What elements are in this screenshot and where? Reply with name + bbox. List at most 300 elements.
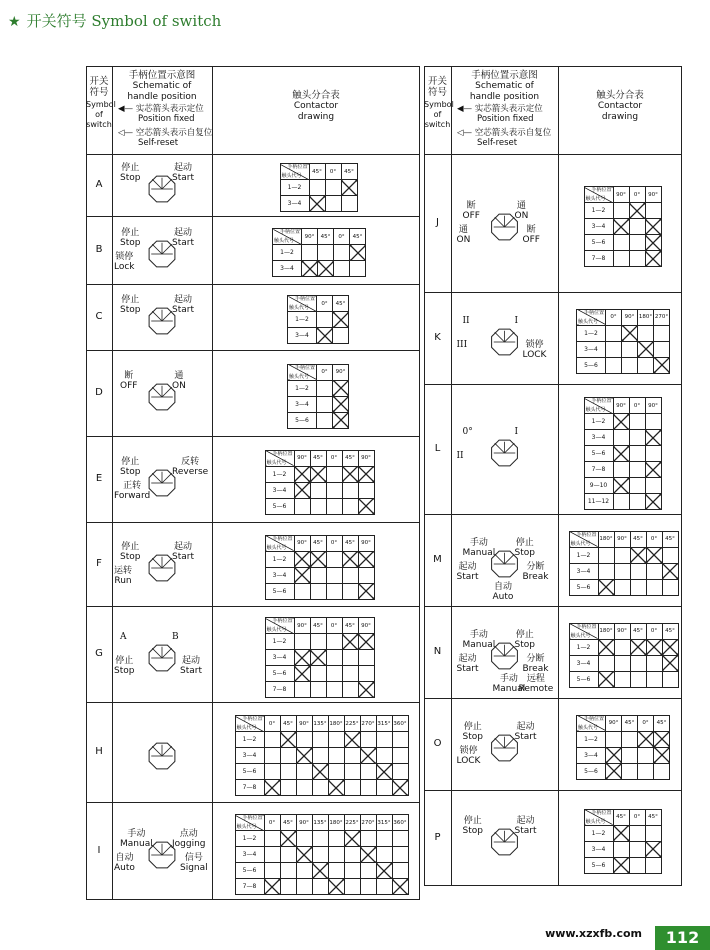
contact-pair-label: 3—4 [577, 747, 606, 763]
contact-open-cell [296, 879, 312, 895]
contact-closed-cell [333, 380, 349, 396]
handle-label-en: Break [522, 664, 549, 674]
contactor-corner [273, 229, 302, 245]
contactor-row [265, 482, 374, 498]
contact-open-cell [613, 841, 629, 857]
contactor-table [272, 228, 366, 277]
angle-header: 90° [294, 535, 310, 551]
handle-arrow [152, 387, 162, 397]
handle-label [463, 816, 483, 836]
contact-closed-cell [392, 780, 408, 796]
handle-label-en: OFF [120, 381, 138, 391]
angle-header: 0° [325, 164, 341, 180]
handle-label-en: Start [172, 552, 194, 562]
handle-label-en: Manual [462, 548, 496, 558]
fixed-arrow-note [457, 104, 543, 114]
contact-open-cell [606, 325, 622, 341]
contact-closed-cell [598, 639, 614, 655]
handle-arrow [505, 646, 515, 656]
handle-label [120, 295, 140, 315]
contact-closed-cell [645, 235, 661, 251]
handle-label [120, 228, 140, 248]
handle-label-cn: 自动 [115, 853, 134, 863]
handle-label [180, 656, 202, 676]
handle-label-cn: 停止 [121, 163, 140, 173]
angle-header: 0° [646, 531, 662, 547]
switch-row-b [86, 216, 420, 284]
contact-closed-cell [645, 251, 661, 267]
contactor-table [235, 715, 409, 796]
contact-open-cell [280, 764, 296, 780]
contact-closed-cell [333, 312, 349, 328]
switch-row-m [424, 514, 682, 606]
switch-letter: J [436, 217, 439, 228]
switch-letter: H [95, 746, 103, 757]
contact-pair-label: 1—2 [577, 731, 606, 747]
contact-open-cell [294, 682, 310, 698]
handle-label-cn: 停止 [463, 816, 482, 826]
contactor-corner [235, 716, 264, 732]
contact-pair-label: 5—6 [288, 412, 317, 428]
contact-pair-label: 3—4 [288, 328, 317, 344]
handle-label [457, 451, 464, 461]
contact-pair-label: 11—12 [584, 494, 613, 510]
contact-closed-cell [358, 551, 374, 567]
contact-pair-label: 5—6 [235, 863, 264, 879]
angle-header: 45° [318, 229, 334, 245]
angle-header: 45° [350, 229, 366, 245]
handle-arrow [505, 554, 515, 564]
contact-open-cell [333, 328, 349, 344]
handle-label-cn: 停止 [121, 295, 140, 305]
contact-open-cell [344, 863, 360, 879]
contact-closed-cell [358, 466, 374, 482]
solid-arrow-icon: ◀— [457, 104, 475, 114]
switch-row-l [424, 384, 682, 514]
angle-header: 45° [662, 623, 678, 639]
handle-label-cn: III [456, 340, 468, 350]
handle-header-cn: 手柄位置示意图 [128, 70, 196, 81]
handle-label-cn: 停止 [121, 542, 140, 552]
contact-open-cell [342, 567, 358, 583]
contact-open-cell [629, 235, 645, 251]
switch-row-n [424, 606, 682, 698]
contact-closed-cell [328, 879, 344, 895]
switch-letter: C [95, 311, 103, 322]
angle-header: 0° [326, 535, 342, 551]
corner-contact-label: 触头代号 [274, 238, 295, 244]
contactor-table [265, 617, 375, 698]
contact-open-cell [629, 219, 645, 235]
handle-diagram [112, 350, 212, 436]
handle-label-en: Jogging [172, 839, 206, 849]
contactor-corner [584, 398, 613, 414]
symbol-header-cn: 开关 符号 [89, 76, 109, 98]
contact-open-cell [294, 498, 310, 514]
contact-open-cell [638, 763, 654, 779]
handle-label-cn: 停止 [515, 630, 534, 640]
angle-header: 0° [629, 187, 645, 203]
contact-open-cell [264, 831, 280, 847]
handle-arrow [162, 558, 172, 568]
contact-header-cn: 触头分合表 [596, 90, 644, 101]
contact-open-cell [326, 666, 342, 682]
contact-open-cell [326, 567, 342, 583]
reset-arrow-note [118, 128, 212, 138]
contactor-table [569, 623, 679, 688]
handle-label [523, 562, 549, 582]
contact-open-cell [376, 879, 392, 895]
contact-closed-cell [613, 446, 629, 462]
switch-letter: O [433, 738, 442, 749]
angle-header: 45° [662, 531, 678, 547]
contactor-row [584, 857, 661, 873]
handle-label-en: Start [172, 238, 194, 248]
handle-label-cn: 自动 [493, 582, 512, 592]
contactor-row [569, 655, 678, 671]
handle-label-en: Stop [462, 732, 483, 742]
contact-pair-label: 1—2 [584, 825, 613, 841]
contact-closed-cell [350, 245, 366, 261]
contactor-row [273, 261, 366, 277]
contactor-row [265, 682, 374, 698]
handle-label-en: Stop [120, 173, 141, 183]
contact-open-cell [645, 857, 661, 873]
handle-arrow [152, 311, 162, 321]
contactor-row [288, 328, 349, 344]
handle-label-cn: 起动 [173, 228, 192, 238]
contactor-row [569, 547, 678, 563]
contact-open-cell [310, 498, 326, 514]
contact-closed-cell [358, 634, 374, 650]
contact-open-cell [326, 682, 342, 698]
contactor-corner [265, 450, 294, 466]
contact-closed-cell [376, 863, 392, 879]
contact-pair-label: 1—2 [235, 732, 264, 748]
handle-label [172, 632, 179, 642]
handle-arrow [162, 473, 172, 483]
contactor-corner [577, 715, 606, 731]
contact-open-cell [310, 567, 326, 583]
contactor-header-row [265, 618, 374, 634]
contact-open-cell [328, 748, 344, 764]
symbol-header-cn: 开关 符号 [427, 76, 447, 98]
contact-open-cell [344, 879, 360, 895]
corner-handle-label: 手柄位置 [287, 164, 308, 170]
contact-open-cell [358, 666, 374, 682]
contactor-corner [265, 618, 294, 634]
contactor-row [235, 863, 408, 879]
handle-arrow [152, 244, 162, 254]
angle-header: 0° [646, 623, 662, 639]
handle-label-en: Start [514, 732, 537, 742]
contact-open-cell [344, 764, 360, 780]
contact-closed-cell [342, 634, 358, 650]
contact-open-cell [360, 764, 376, 780]
contact-open-cell [294, 634, 310, 650]
contact-closed-cell [341, 180, 357, 196]
contact-open-cell [614, 655, 630, 671]
contact-header-cn: 触头分合表 [292, 90, 340, 101]
contact-closed-cell [646, 547, 662, 563]
contact-closed-cell [344, 831, 360, 847]
handle-label-en: LOCK [456, 756, 481, 766]
angle-header: 180° [638, 309, 654, 325]
corner-contact-label: 触头代号 [585, 407, 606, 413]
contactor-row [288, 380, 349, 396]
handle-label [463, 722, 483, 742]
contact-open-cell [622, 357, 638, 373]
contact-open-cell [613, 494, 629, 510]
corner-contact-label: 触头代号 [266, 627, 287, 633]
contact-open-cell [360, 732, 376, 748]
contactor-header-row [577, 715, 670, 731]
angle-header: 45° [310, 618, 326, 634]
contactor-table [569, 531, 679, 596]
contact-closed-cell [310, 551, 326, 567]
handle-label-en: Stop [462, 826, 483, 836]
handle-label-cn: 运转 [114, 566, 133, 576]
contact-open-cell [312, 847, 328, 863]
contact-open-cell [614, 563, 630, 579]
contact-pair-label: 3—4 [577, 341, 606, 357]
handle-label-en: Start [456, 664, 479, 674]
handle-label-en: Manual [462, 640, 496, 650]
contact-pair-label: 7—8 [235, 780, 264, 796]
contact-pair-label: 7—8 [584, 462, 613, 478]
contact-closed-cell [613, 414, 629, 430]
handle-diagram [451, 292, 558, 384]
handle-label-en: Manual [492, 684, 526, 694]
contact-closed-cell [646, 639, 662, 655]
contactor-table [584, 186, 662, 267]
contact-pair-label: 3—4 [265, 482, 294, 498]
contact-open-cell [630, 579, 646, 595]
contact-open-cell [629, 251, 645, 267]
contact-closed-cell [622, 325, 638, 341]
page-header [8, 10, 221, 31]
contact-closed-cell [342, 466, 358, 482]
symbol-header [86, 76, 116, 130]
contact-open-cell [328, 863, 344, 879]
corner-contact-label: 触头代号 [578, 724, 599, 731]
contact-closed-cell [360, 748, 376, 764]
handle-label [172, 295, 194, 315]
handle-arrow [495, 554, 505, 564]
contact-open-cell [280, 780, 296, 796]
angle-header: 90° [645, 398, 661, 414]
handle-label-cn: II [462, 316, 470, 326]
switch-letter: P [434, 832, 441, 843]
handle-diagram [112, 216, 212, 284]
corner-contact-label: 触头代号 [585, 818, 606, 825]
contactor-row [280, 180, 357, 196]
contact-open-cell [614, 579, 630, 595]
handle-label-cn: 起动 [516, 816, 535, 826]
contact-open-cell [310, 482, 326, 498]
contact-pair-label: 1—2 [280, 180, 309, 196]
contactor-table [576, 715, 670, 780]
handle-label-en: ON [172, 381, 186, 391]
contactor-row [569, 563, 678, 579]
contact-open-cell [360, 780, 376, 796]
contact-closed-cell [606, 763, 622, 779]
handle-label-cn: 点动 [179, 829, 198, 839]
contact-open-cell [342, 482, 358, 498]
handle-label-cn: I [514, 316, 519, 326]
contactor-row [584, 446, 661, 462]
contact-open-cell [294, 583, 310, 599]
handle-arrow [495, 738, 505, 748]
angle-header: 315° [376, 815, 392, 831]
contact-open-cell [645, 825, 661, 841]
handle-diagram [451, 698, 558, 790]
handle-label [515, 316, 519, 326]
angle-header: 45° [645, 809, 661, 825]
contact-open-cell [622, 341, 638, 357]
contact-closed-cell [342, 551, 358, 567]
handle-diagram [112, 606, 212, 702]
corner-contact-label: 触头代号 [570, 632, 591, 639]
handle-label [523, 654, 549, 674]
handle-arrow [152, 648, 162, 658]
contact-open-cell [662, 579, 678, 595]
handle-label [519, 674, 554, 694]
handle-label-cn: 通 [458, 225, 468, 235]
contact-open-cell [328, 764, 344, 780]
angle-header: 45° [630, 531, 646, 547]
contactor-header-row [273, 229, 366, 245]
angle-header: 0° [629, 398, 645, 414]
contactor-header-row [288, 364, 349, 380]
contact-closed-cell [662, 563, 678, 579]
contactor-corner [280, 164, 309, 180]
contact-pair-label: 7—8 [265, 682, 294, 698]
solid-arrow-icon: ◀— [118, 104, 136, 114]
contact-open-cell [630, 671, 646, 687]
handle-label-en: Lock [114, 262, 135, 272]
handle-label-cn: 远程 [526, 674, 545, 684]
angle-header: 180° [328, 815, 344, 831]
angle-header: 225° [344, 815, 360, 831]
handle-header-en: Schematic of handle position [469, 81, 540, 102]
contact-open-cell [296, 732, 312, 748]
contactor-table [584, 397, 662, 510]
handle-label [463, 201, 480, 221]
corner-handle-label: 手柄位置 [583, 715, 604, 722]
contact-open-cell [296, 780, 312, 796]
contact-pair-label: 5—6 [265, 498, 294, 514]
contact-closed-cell [309, 196, 325, 212]
contactor-corner [569, 531, 598, 547]
handle-label [120, 632, 127, 642]
contact-pair-label: 7—8 [584, 251, 613, 267]
contact-open-cell [654, 325, 670, 341]
angle-header: 90° [294, 450, 310, 466]
contactor-header-row [569, 531, 678, 547]
fixed-arrow-note-en: Position fixed [477, 114, 534, 124]
contactor-row [280, 196, 357, 212]
contact-open-cell [614, 671, 630, 687]
contact-closed-cell [638, 341, 654, 357]
contact-open-cell [646, 579, 662, 595]
handle-label-en: Manual [120, 839, 153, 849]
left-panel [86, 66, 420, 900]
handle-label-cn: 手动 [469, 538, 488, 548]
corner-contact-label: 触头代号 [578, 318, 599, 325]
handle-label [114, 252, 135, 272]
angle-header: 90° [606, 715, 622, 731]
contactor-table [287, 364, 349, 429]
contact-open-cell [376, 748, 392, 764]
contact-open-cell [629, 430, 645, 446]
corner-handle-label: 手柄位置 [294, 296, 315, 302]
contact-open-cell [344, 847, 360, 863]
contactor-row [584, 462, 661, 478]
handle-label-en: Run [114, 576, 132, 586]
contact-closed-cell [662, 639, 678, 655]
contact-open-cell [376, 847, 392, 863]
contact-open-cell [360, 863, 376, 879]
handle-label-en: Reverse [172, 467, 209, 477]
contact-open-cell [312, 732, 328, 748]
contactor-header-row [288, 296, 349, 312]
contact-closed-cell [360, 847, 376, 863]
handle-label-cn: 通 [516, 201, 526, 211]
handle-arrow [162, 845, 172, 855]
switch-letter: F [96, 558, 102, 569]
contactor-row [288, 412, 349, 428]
contact-closed-cell [312, 863, 328, 879]
fixed-note-cn: 实芯箭头表示定位 [135, 104, 204, 114]
contact-closed-cell [613, 219, 629, 235]
handle-label [114, 656, 134, 676]
contactor-row [577, 357, 670, 373]
contactor-header-row [265, 450, 374, 466]
angle-header: 135° [312, 815, 328, 831]
contactor-header-row [577, 309, 670, 325]
contact-closed-cell [294, 666, 310, 682]
contactor-row [235, 879, 408, 895]
contact-closed-cell [294, 466, 310, 482]
handle-label-cn: 正转 [123, 481, 142, 491]
handle-label-cn: A [120, 632, 127, 642]
contact-pair-label: 5—6 [584, 857, 613, 873]
angle-header: 180° [598, 531, 614, 547]
switch-letter: B [95, 244, 103, 255]
angle-header: 0° [326, 618, 342, 634]
contact-open-cell [645, 446, 661, 462]
contact-open-cell [629, 825, 645, 841]
contact-header [558, 90, 682, 123]
switch-row-a [86, 154, 420, 216]
handle-arrow [152, 179, 162, 189]
contact-pair-label: 5—6 [584, 235, 613, 251]
handle-label-cn: 停止 [115, 656, 134, 666]
contact-open-cell [622, 731, 638, 747]
contact-pair-label: 5—6 [577, 763, 606, 779]
contact-open-cell [376, 831, 392, 847]
contact-pair-label: 1—2 [235, 831, 264, 847]
contact-open-cell [614, 639, 630, 655]
contact-open-cell [645, 203, 661, 219]
angle-header: 135° [312, 716, 328, 732]
angle-header: 225° [344, 716, 360, 732]
contact-open-cell [392, 748, 408, 764]
contact-open-cell [645, 478, 661, 494]
contact-pair-label: 1—2 [288, 312, 317, 328]
contact-open-cell [317, 412, 333, 428]
